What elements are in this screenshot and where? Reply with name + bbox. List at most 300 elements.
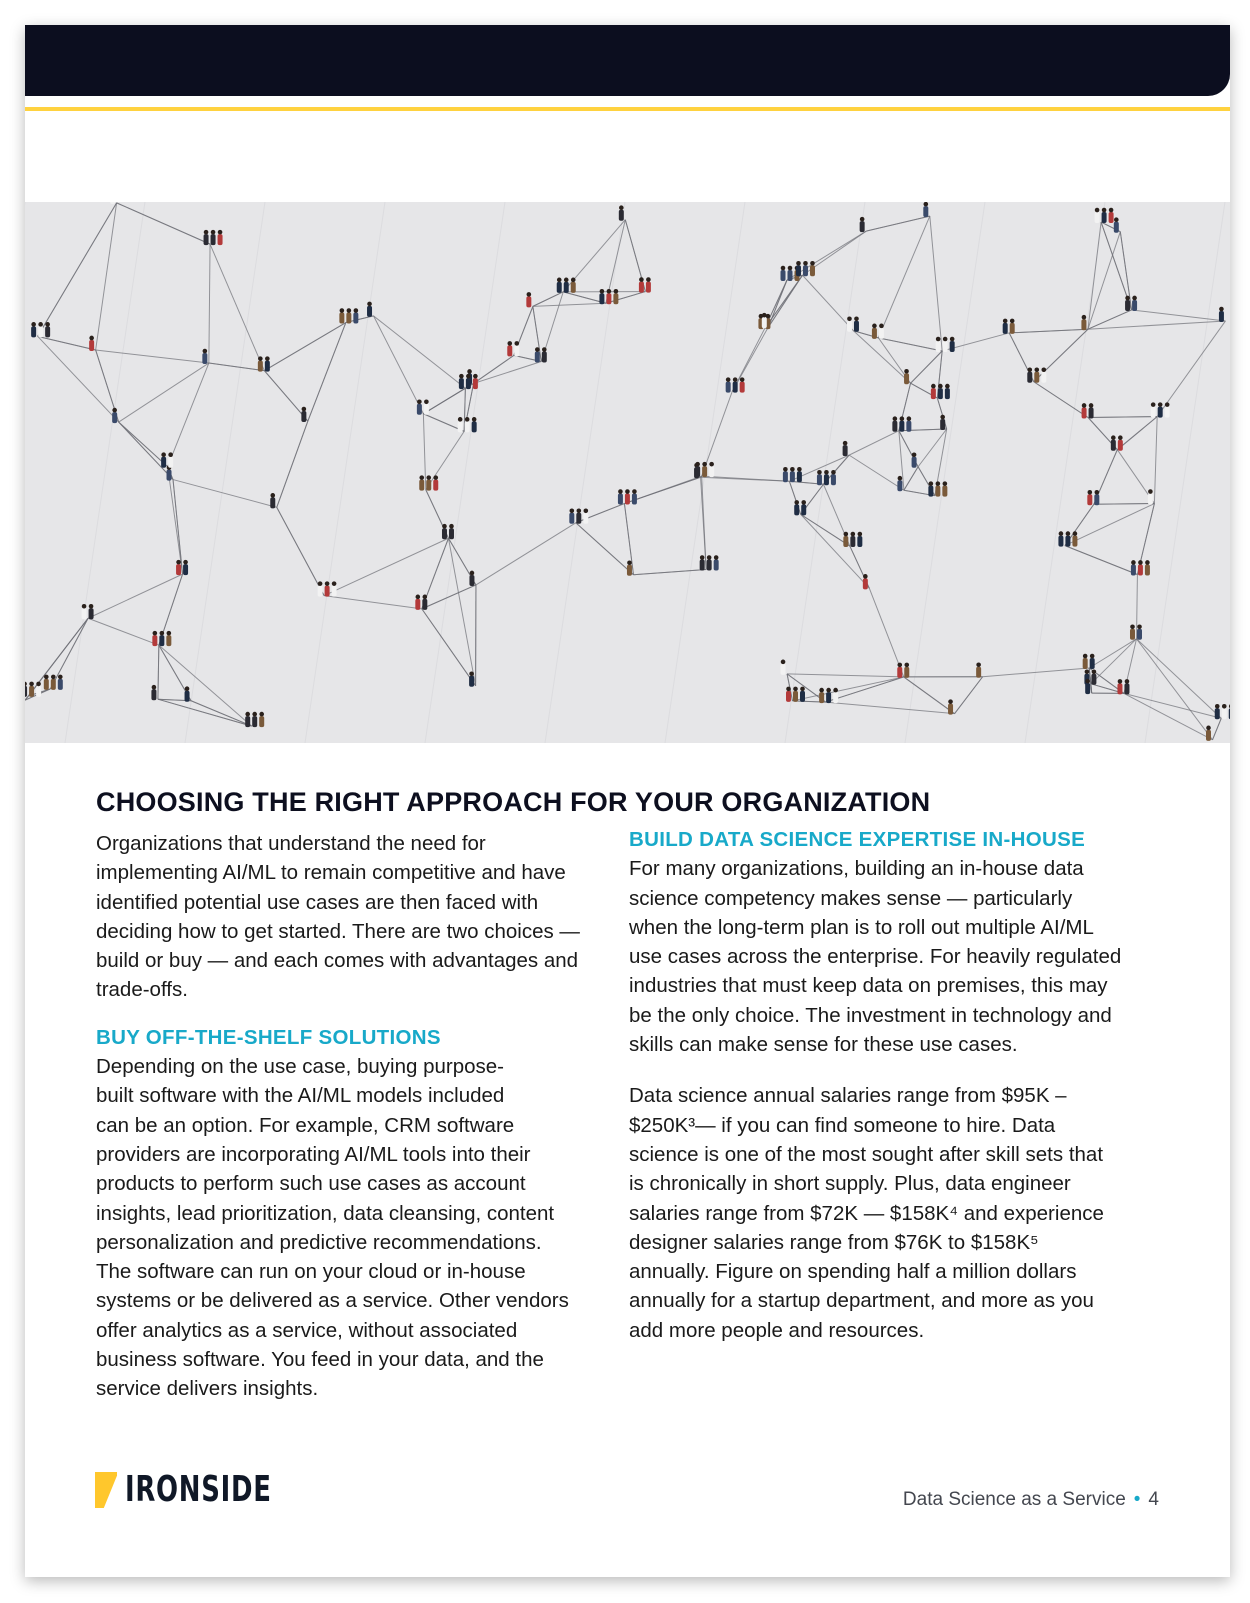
text-line: use cases across the enterprise. For heavily regulated [629, 945, 1122, 969]
person-figure [639, 277, 644, 292]
person-figure [1206, 726, 1211, 741]
person-figure [819, 688, 824, 703]
person-figure [897, 476, 902, 491]
network-line [422, 609, 476, 686]
person-figure [625, 489, 630, 504]
person-figure [542, 347, 547, 362]
person-figure [469, 571, 474, 586]
network-line [1065, 504, 1154, 546]
text-line: can be an option. For example, CRM software [96, 1113, 515, 1137]
text-line: insights, lead prioritization, data cleansing, content [96, 1201, 555, 1225]
network-line [423, 383, 473, 413]
person-figure [714, 555, 719, 570]
network-line [159, 645, 252, 726]
person-figure [950, 337, 955, 352]
text-line: providers are incorporating AI/ML tools into their [96, 1142, 531, 1166]
text-line: Data science annual salaries range from $95K – [629, 1084, 1067, 1108]
person-figure [89, 336, 94, 351]
text-line: The software can run on your cloud or in-house [96, 1260, 526, 1284]
person-figure [1215, 704, 1220, 719]
person-figure [1138, 560, 1143, 575]
network-line [96, 203, 117, 350]
network-line [1088, 232, 1120, 330]
person-figure [1065, 531, 1070, 546]
person-figure [1137, 625, 1142, 640]
network-line [1124, 693, 1221, 718]
document-page [25, 25, 1230, 1577]
intro-paragraph [96, 829, 616, 1005]
network-line [158, 645, 159, 699]
person-figure [472, 417, 477, 432]
person-figure [1124, 679, 1129, 694]
person-figure [843, 532, 848, 547]
person-figure [526, 292, 531, 307]
person-figure [58, 675, 63, 690]
text-line: designer salaries range from $76K to $158K⁵ [629, 1230, 1039, 1254]
network-line [1094, 504, 1155, 505]
network-line [633, 570, 706, 575]
network-line [1213, 718, 1222, 740]
person-figure [1095, 208, 1100, 223]
network-line [96, 350, 209, 363]
network-line [1154, 417, 1157, 504]
pavement-seam [905, 202, 985, 743]
person-figure [417, 399, 422, 414]
person-figure [931, 384, 936, 399]
text-line: Depending on the use case, buying purpose- [96, 1055, 505, 1079]
person-figure [161, 452, 166, 467]
network-line [955, 677, 983, 714]
text-line: add more people and resources. [629, 1318, 925, 1342]
person-figure [847, 316, 852, 331]
person-figure [1222, 704, 1227, 719]
text-line: identified potential use cases are then faced with [96, 890, 539, 914]
page-number: 4 [1148, 1489, 1159, 1510]
person-figure [466, 374, 471, 389]
pavement-seam [1145, 202, 1225, 743]
network-line [168, 363, 209, 467]
person-figure [733, 377, 738, 392]
person-figure [912, 452, 917, 467]
person-figure [339, 308, 344, 323]
person-figure [204, 230, 209, 245]
person-figure [1145, 560, 1150, 575]
person-figure [183, 560, 188, 575]
network-line [50, 618, 88, 689]
subheading-build: BUILD DATA SCIENCE EXPERTISE IN-HOUSE [629, 828, 1086, 851]
person-figure [346, 308, 351, 323]
pavement-seam [185, 202, 265, 743]
page-footer [903, 1489, 1159, 1511]
person-figure [796, 261, 801, 276]
network-line [88, 618, 159, 645]
network-line [173, 480, 183, 575]
person-figure [1130, 625, 1135, 640]
person-figure [45, 322, 50, 337]
network-line [904, 467, 918, 490]
person-figure [89, 604, 94, 619]
person-figure [945, 384, 950, 399]
network-line [168, 467, 183, 574]
person-figure [415, 595, 420, 610]
person-figure [936, 337, 941, 352]
header-rule [25, 107, 1230, 111]
person-figure [707, 555, 712, 570]
ironside-logo [95, 1469, 329, 1510]
person-figure [367, 302, 372, 317]
person-figure [82, 604, 87, 619]
person-figure [1034, 367, 1039, 382]
left-column [96, 829, 616, 1404]
network-line [158, 699, 252, 726]
text-line: industries that must keep data on premises, this may [629, 974, 1108, 998]
person-figure [252, 712, 257, 727]
person-figure [151, 685, 156, 700]
person-figure [863, 574, 868, 589]
person-figure [473, 374, 478, 389]
person-figure [31, 322, 36, 337]
person-figure [1087, 490, 1092, 505]
text-line: annually for a startup department, and more as you [629, 1289, 1094, 1313]
network-line [209, 363, 264, 371]
person-figure [1125, 296, 1130, 311]
person-figure [469, 672, 474, 687]
network-line [1065, 546, 1137, 575]
person-figure [1010, 319, 1015, 334]
network-line [38, 203, 117, 336]
person-figure [159, 631, 164, 646]
person-figure [442, 524, 447, 539]
person-figure [786, 687, 791, 702]
person-figure [1229, 704, 1230, 719]
person-figure [619, 205, 624, 220]
text-line: science competency makes sense — particularly [629, 886, 1073, 910]
person-figure [449, 524, 454, 539]
network-line [474, 362, 542, 384]
person-figure [1094, 490, 1099, 505]
text-line: build or buy — and each comes with advantages and [96, 949, 579, 973]
person-figure [790, 467, 795, 482]
person-figure [831, 470, 836, 485]
person-figure [794, 500, 799, 515]
person-figure [817, 470, 822, 485]
person-figure [245, 712, 250, 727]
person-figure [1165, 402, 1170, 417]
person-figure [1131, 560, 1136, 575]
network-line [1157, 321, 1225, 417]
network-line [849, 431, 899, 455]
person-figure [258, 356, 263, 371]
person-figure [833, 688, 838, 703]
text-line: implementing AI/ML to remain competitive and have [96, 861, 566, 885]
person-figure [801, 500, 806, 515]
build-paragraph [629, 854, 1169, 1059]
person-figure [422, 595, 427, 610]
network-line [802, 275, 853, 331]
logo-wordmark: IRONSIDE [125, 1469, 272, 1510]
network-line [911, 351, 943, 383]
network-line [801, 514, 870, 588]
person-figure [646, 277, 651, 292]
person-figure [940, 415, 945, 430]
network-line [374, 316, 424, 414]
network-line [878, 338, 942, 351]
person-figure [576, 508, 581, 523]
salary-paragraph [629, 1081, 1169, 1345]
network-line [878, 216, 929, 338]
person-figure [325, 581, 330, 596]
network-line [119, 422, 173, 479]
text-line: be the only choice. The investment in technology and [629, 1003, 1112, 1027]
network-illustration [25, 202, 1230, 743]
person-figure [1109, 208, 1114, 223]
network-line [38, 336, 96, 350]
person-figure [702, 462, 707, 477]
person-figure [569, 508, 574, 523]
network-line [930, 216, 942, 351]
network-line [899, 429, 947, 431]
text-line: is chronically in short supply. Plus, data engineer [629, 1172, 1071, 1196]
network-line [264, 323, 346, 371]
person-figure [571, 278, 576, 293]
person-figure [38, 322, 43, 337]
person-figure [332, 581, 337, 596]
person-figure [259, 712, 264, 727]
person-figure [709, 462, 714, 477]
person-figure [904, 369, 909, 384]
person-figure [826, 688, 831, 703]
network-line [1091, 639, 1137, 684]
network-line [1088, 310, 1132, 329]
text-line: salaries range from $72K — $158K⁴ and experience [629, 1201, 1104, 1225]
person-figure [942, 481, 947, 496]
network-line [374, 316, 466, 388]
network-line [576, 523, 634, 575]
person-figure [1118, 435, 1123, 450]
person-figure [899, 416, 904, 431]
subheading-buy: BUY OFF-THE-SHELF SOLUTIONS [96, 1025, 441, 1049]
person-figure [1083, 654, 1088, 669]
network-line [904, 677, 955, 714]
person-figure [1041, 367, 1046, 382]
person-figure [1082, 403, 1087, 418]
network-line [1034, 382, 1088, 418]
text-line: business software. You feed in your data, and the [96, 1348, 544, 1372]
person-figure [793, 687, 798, 702]
person-figure [800, 687, 805, 702]
text-line: Organizations that understand the need for [96, 832, 486, 855]
text-line: service delivers insights. [96, 1377, 319, 1401]
person-figure [740, 377, 745, 392]
person-figure [168, 452, 173, 467]
person-figure [879, 324, 884, 339]
pavement-seam [305, 202, 385, 743]
person-figure [1027, 367, 1032, 382]
network-line [209, 244, 210, 363]
person-figure [166, 631, 171, 646]
person-figure [152, 631, 157, 646]
person-figure [599, 289, 604, 304]
network-line [1009, 329, 1088, 333]
person-figure [948, 699, 953, 714]
network-line [1136, 574, 1137, 638]
person-figure [564, 278, 569, 293]
person-figure [618, 489, 623, 504]
footer-title: Data Science as a Service [902, 1489, 1126, 1510]
network-line [1088, 417, 1157, 418]
network-line [793, 677, 904, 701]
network-line [38, 336, 119, 422]
footer-separator: • [1133, 1489, 1141, 1510]
person-figure [44, 675, 49, 690]
text-line: personalization and predictive recommendations. [96, 1230, 542, 1254]
page-title: CHOOSING THE RIGHT APPROACH FOR YOUR ORGANIZATION [96, 787, 931, 817]
person-figure [110, 202, 115, 204]
person-figure [36, 682, 41, 697]
network-line [765, 275, 803, 328]
person-figure [762, 313, 767, 328]
person-figure [318, 581, 323, 596]
network-line [119, 422, 168, 467]
text-line: products to perform such use cases as account [96, 1172, 526, 1196]
person-figure [843, 441, 848, 456]
person-figure [465, 417, 470, 432]
person-figure [507, 341, 512, 356]
person-figure [695, 462, 700, 477]
person-figure [419, 475, 424, 490]
person-figure [928, 481, 933, 496]
person-figure [1151, 402, 1156, 417]
person-figure [726, 377, 731, 392]
person-figure [458, 417, 463, 432]
person-figure [824, 470, 829, 485]
buy-paragraph [96, 1052, 616, 1404]
text-line: built software with the AI/ML models included [96, 1084, 505, 1108]
network-line [191, 701, 252, 726]
person-figure [1117, 679, 1122, 694]
network-line [1132, 310, 1226, 321]
network-line [849, 455, 904, 490]
network-line [117, 203, 210, 244]
person-figure [632, 489, 637, 504]
person-figure [1132, 296, 1137, 311]
person-figure [613, 289, 618, 304]
person-figure [872, 324, 877, 339]
person-figure [938, 384, 943, 399]
network-line [866, 216, 930, 231]
text-line: systems or be delivered as a service. Other vendors [96, 1289, 569, 1313]
network-line [426, 431, 464, 489]
person-figure [976, 662, 981, 677]
header-bar [25, 25, 1230, 96]
person-figure [535, 347, 540, 362]
network-line [1088, 222, 1101, 329]
person-figure [850, 532, 855, 547]
person-figure [270, 493, 275, 508]
text-line: when the long-term plan is to roll out multiple AI/ML [629, 915, 1094, 939]
network-line [173, 480, 277, 508]
person-figure [176, 560, 181, 575]
person-figure [1102, 208, 1107, 223]
person-figure [1058, 531, 1063, 546]
network-line [277, 507, 324, 595]
person-figure [935, 481, 940, 496]
network-line [88, 574, 182, 618]
network-line [119, 363, 209, 422]
person-figure [424, 399, 429, 414]
person-figure [583, 508, 588, 523]
person-figure [627, 560, 632, 575]
person-figure [1158, 402, 1163, 417]
person-figure [514, 341, 519, 356]
network-line [533, 303, 606, 306]
person-figure [923, 202, 928, 217]
person-figure [1090, 654, 1095, 669]
person-figure [1089, 403, 1094, 418]
network-line [1117, 417, 1157, 450]
person-figure [1072, 531, 1077, 546]
person-figure [1003, 319, 1008, 334]
person-figure [797, 467, 802, 482]
person-figure [433, 475, 438, 490]
person-figure [783, 467, 788, 482]
person-figure [700, 555, 705, 570]
person-figure [265, 356, 270, 371]
network-line [1089, 639, 1136, 668]
network-line [1124, 693, 1213, 739]
person-figure [353, 308, 358, 323]
network-line [474, 355, 514, 383]
text-line: trade-offs. [96, 978, 188, 1002]
person-figure [301, 407, 306, 422]
person-figure [1085, 679, 1090, 694]
person-figure [904, 663, 909, 678]
person-figure [857, 532, 862, 547]
text-line: science is one of the most sought after skill sets that [629, 1142, 1104, 1166]
person-figure [781, 660, 786, 675]
network-line [308, 323, 346, 422]
person-figure [787, 266, 792, 281]
hero-photo-crowd-network [25, 202, 1230, 743]
network-line [277, 421, 308, 507]
person-figure [943, 337, 948, 352]
person-figure [1148, 489, 1153, 504]
person-figure [211, 230, 216, 245]
person-figure [51, 675, 56, 690]
person-figure [29, 682, 34, 697]
network-line [787, 674, 904, 677]
text-line: For many organizations, building an in-house data [629, 857, 1084, 881]
person-figure [202, 349, 207, 364]
text-line: offer analytics as a service, without associated [96, 1318, 518, 1342]
person-figure [557, 278, 562, 293]
person-figure [1081, 315, 1086, 330]
text-line: annually. Figure on spending half a million dollars [629, 1260, 1077, 1284]
person-figure [185, 686, 190, 701]
person-figure [426, 475, 431, 490]
network-line [918, 429, 947, 467]
network-line [476, 523, 576, 585]
person-figure [112, 408, 117, 423]
person-figure [810, 261, 815, 276]
text-line: skills can make sense for these use cases. [629, 1033, 1018, 1057]
person-figure [854, 316, 859, 331]
person-figure [892, 416, 897, 431]
person-figure [218, 230, 223, 245]
person-figure [803, 261, 808, 276]
logo-mark-icon [95, 1472, 117, 1508]
person-figure [1111, 435, 1116, 450]
